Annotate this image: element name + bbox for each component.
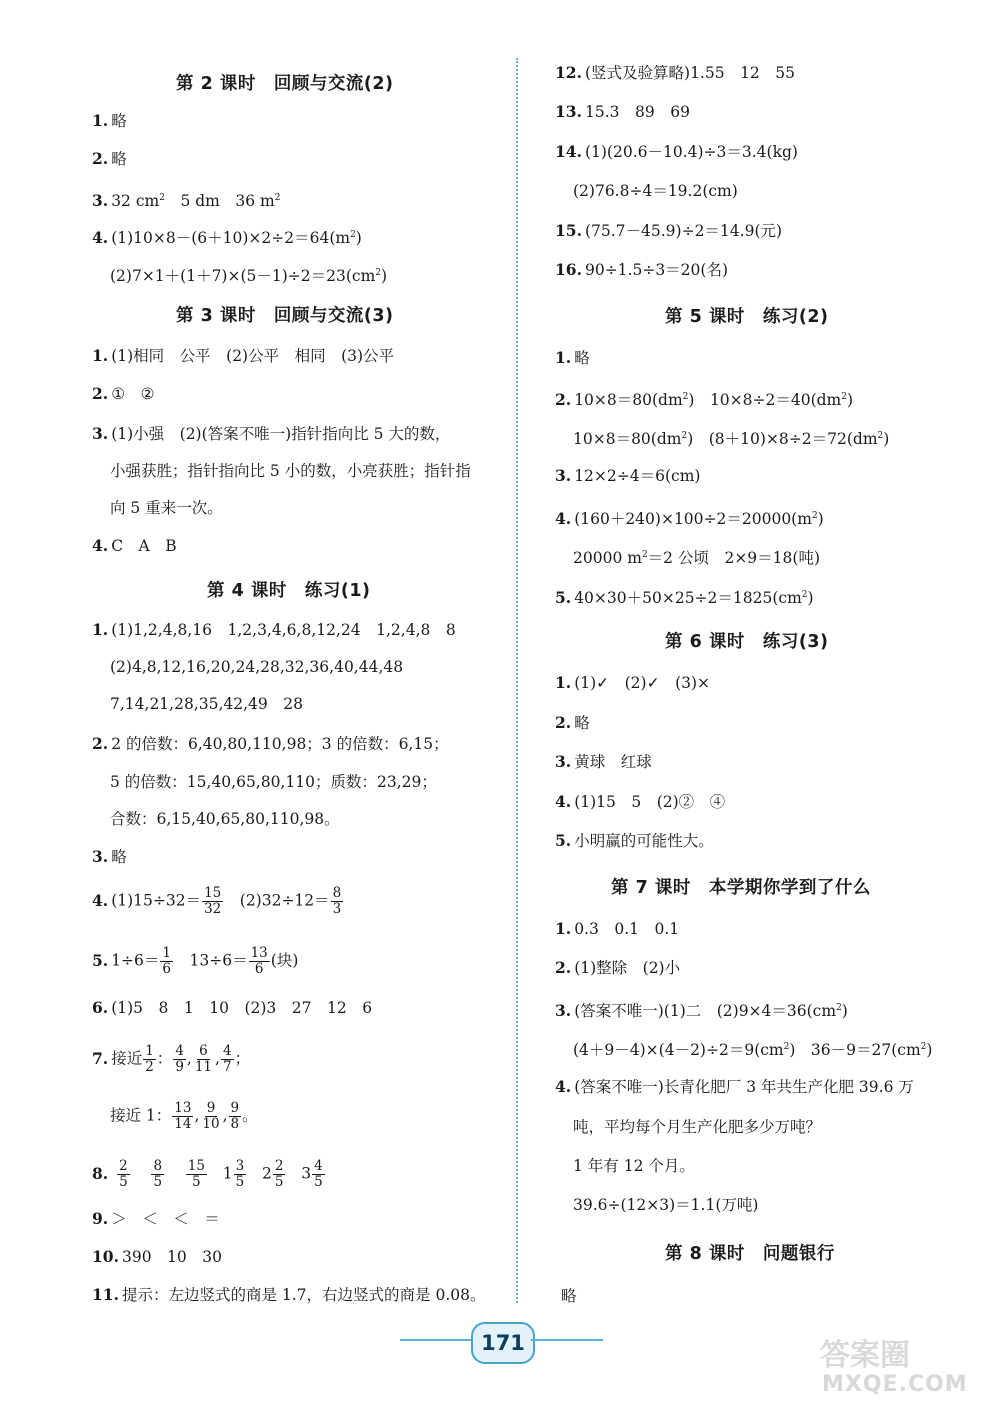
fraction: $\frac{8}{3}$ (332, 885, 342, 917)
fraction: $\frac{9}{10}$ (202, 1100, 220, 1132)
answer-line: 4. $(160+240)\times 100\div 2=20000(m^2)$ (555, 509, 824, 529)
answer-line: 1. 0.3 0.1 0.1 (555, 919, 680, 938)
answer-line: 9. ＞ ＜ ＜ ＝ (92, 1209, 220, 1228)
fraction: $\frac{8}{5}$ (153, 1158, 163, 1190)
answer-line: 5. 小明赢的可能性大。 (555, 831, 714, 850)
answer-line: 4. (1)15÷32＝ $\frac{15}{32}$ (2)32÷12＝ $\frac{8}{3}$ (92, 885, 342, 917)
answer-line: $(4+9-4)\times(4-2)\div 2=9(cm^2)$ $36-9=27(cm^2)$ (573, 1041, 933, 1060)
answer-line: 20000 $m^2=2$ 公顷 2×9＝18(吨) (573, 549, 820, 568)
answer-line: 3. (1)小强 (2)(答案不唯一)指针指向比 5 大的数， (92, 424, 451, 443)
answer-line: 1 年有 12 个月。 (573, 1157, 695, 1175)
section-heading-lesson-4: 第 4 课时 练习(1) (207, 581, 371, 601)
fraction: $\frac{15}{5}$ (187, 1158, 205, 1190)
answer-line: 2. 略 (92, 149, 127, 168)
answer-line: 8. $\frac{2}{5}$ $\frac{8}{5}$ $\frac{15}{5}$ 1 $\frac{3}{5}$ 2 $\frac{2}{5}$ 3 $\frac{4}{5}$ (92, 1158, 323, 1190)
answer-line: 略 (561, 1287, 577, 1305)
answer-line: $(2)7\times 1+(1+7)\times(5-1)\div 2=23(cm^2)$ (110, 267, 388, 286)
fraction: $\frac{4}{9}$ (175, 1043, 184, 1075)
answer-line: 4. (1)15 5 (2)② ④ (555, 792, 726, 811)
answer-line: 4. (答案不唯一)长青化肥厂 3 年共生产化肥 39.6 万 (555, 1077, 914, 1096)
answer-line: 1. (1)1,2,4,8,16 1,2,3,4,6,8,12,24 1,2,4,8 8 (92, 620, 456, 639)
fraction: $\frac{6}{11}$ (194, 1043, 213, 1075)
fraction: $\frac{4}{7}$ (222, 1043, 232, 1075)
answer-line: 4. C A B (92, 536, 177, 555)
answer-line: 3. 32 $cm^2$ 5 dm 36 $m^2$ (92, 191, 281, 211)
answer-line: 5 的倍数：15,40,65,80,110；质数：23,29； (110, 773, 437, 791)
page-number: 171 (471, 1322, 535, 1364)
section-heading-lesson-5: 第 5 课时 练习(2) (665, 307, 829, 327)
watermark-url: MXQE.COM (822, 1372, 968, 1397)
answer-line: 7. 接近 $\frac{1}{2}$ ： $\frac{4}{9}$ , $\frac{6}{11}$ , $\frac{4}{7}$ ； (92, 1043, 251, 1075)
answer-line: 14. (1)(20.6－10.4)÷3＝3.4(kg) (555, 142, 798, 161)
section-heading-lesson-3: 第 3 课时 回顾与交流(3) (176, 306, 394, 326)
answer-line: 7,14,21,28,35,42,49 28 (110, 695, 303, 713)
answer-line: 15. (75.7－45.9)÷2＝14.9(元) (555, 221, 783, 240)
answer-line: 39.6÷(12×3)＝1.1(万吨) (573, 1196, 759, 1214)
fraction: $\frac{1}{6}$ (162, 945, 171, 977)
answer-line: 1. 略 (92, 111, 127, 130)
answer-line: 吨，平均每个月生产化肥多少万吨？ (573, 1118, 822, 1136)
fraction: $\frac{9}{8}$ (230, 1100, 240, 1132)
answer-line: 3. 12×2÷4＝6(cm) (555, 466, 701, 485)
answer-line: 小强获胜；指针指向比 5 小的数，小亮获胜；指针指 (110, 462, 471, 480)
answer-line: 3. 略 (92, 847, 127, 866)
watermark-logo: 答案圈 (820, 1338, 910, 1373)
fraction: $\frac{3}{5}$ (235, 1158, 245, 1190)
answer-line: 3. 黄球 红球 (555, 752, 652, 771)
fraction: $\frac{13}{6}$ (250, 945, 268, 977)
answer-line: 2. (1)整除 (2)小 (555, 958, 681, 977)
answer-line: 5. 1÷6＝ $\frac{1}{6}$ 13÷6＝ $\frac{13}{6}$ (块) (92, 945, 299, 977)
answer-line: 10. 390 10 30 (92, 1247, 222, 1266)
answer-line: 2. 略 (555, 713, 590, 732)
fraction: $\frac{1}{2}$ (145, 1043, 154, 1075)
column-divider (516, 58, 518, 1303)
fraction: $\frac{4}{5}$ (314, 1158, 323, 1190)
fraction: $\frac{2}{5}$ (119, 1158, 128, 1190)
section-heading-lesson-8: 第 8 课时 问题银行 (665, 1244, 835, 1264)
fraction: $\frac{15}{32}$ (204, 885, 222, 917)
footer-rule-left (400, 1339, 472, 1341)
answer-line: 2. $10\times 8=80(dm^2)$ $10\times 8\div 2=40(dm^2)$ (555, 390, 854, 410)
answer-line: 2. 2 的倍数：6,40,80,110,98；3 的倍数：6,15； (92, 734, 449, 753)
answer-line: 接近 1： $\frac{13}{14}$ , $\frac{9}{10}$ , $\frac{9}{8}$ 。 (110, 1100, 258, 1132)
answer-line: 合数：6,15,40,65,80,110,98。 (110, 810, 340, 828)
answer-line: 3. (答案不唯一)(1)二 $(2)9\times 4=36(cm^2)$ (555, 1001, 848, 1021)
section-heading-lesson-6: 第 6 课时 练习(3) (665, 632, 829, 652)
answer-line: 5. $40\times 30+50\times 25\div 2=1825(cm^2)$ (555, 588, 814, 608)
answer-line: 16. 90÷1.5÷3＝20(名) (555, 260, 728, 279)
answer-line: 1. (1)相同 公平 (2)公平 相同 (3)公平 (92, 346, 395, 365)
answer-line: 2. ① ② (92, 384, 155, 403)
section-heading-lesson-7: 第 7 课时 本学期你学到了什么 (611, 878, 871, 898)
footer-rule-right (531, 1339, 603, 1341)
answer-line: 4. $(1)10\times 8-(6+10)\times 2\div 2=64(m^2)$ (92, 228, 362, 248)
answer-line: (2)76.8÷4＝19.2(cm) (573, 182, 738, 200)
answer-line: $10\times 8=80(dm^2)$ $(8+10)\times 8\div 2=72(dm^2)$ (573, 430, 890, 449)
answer-line: 1. (1)✓ (2)✓ (3)× (555, 673, 711, 692)
answer-line: (2)4,8,12,16,20,24,28,32,36,40,44,48 (110, 658, 404, 676)
answer-line: 12. (竖式及验算略)1.55 12 55 (555, 63, 796, 82)
answer-line: 6. (1)5 8 1 10 (2)3 27 12 6 (92, 998, 373, 1017)
fraction: $\frac{2}{5}$ (274, 1158, 284, 1190)
answer-line: 向 5 重来一次。 (110, 499, 223, 517)
answer-line: 13. 15.3 89 69 (555, 102, 690, 121)
section-heading-lesson-2: 第 2 课时 回顾与交流(2) (176, 74, 394, 94)
fraction: $\frac{13}{14}$ (174, 1100, 192, 1132)
answer-line: 11. 提示：左边竖式的商是 1.7，右边竖式的商是 0.08。 (92, 1285, 486, 1304)
answer-line: 1. 略 (555, 348, 590, 367)
